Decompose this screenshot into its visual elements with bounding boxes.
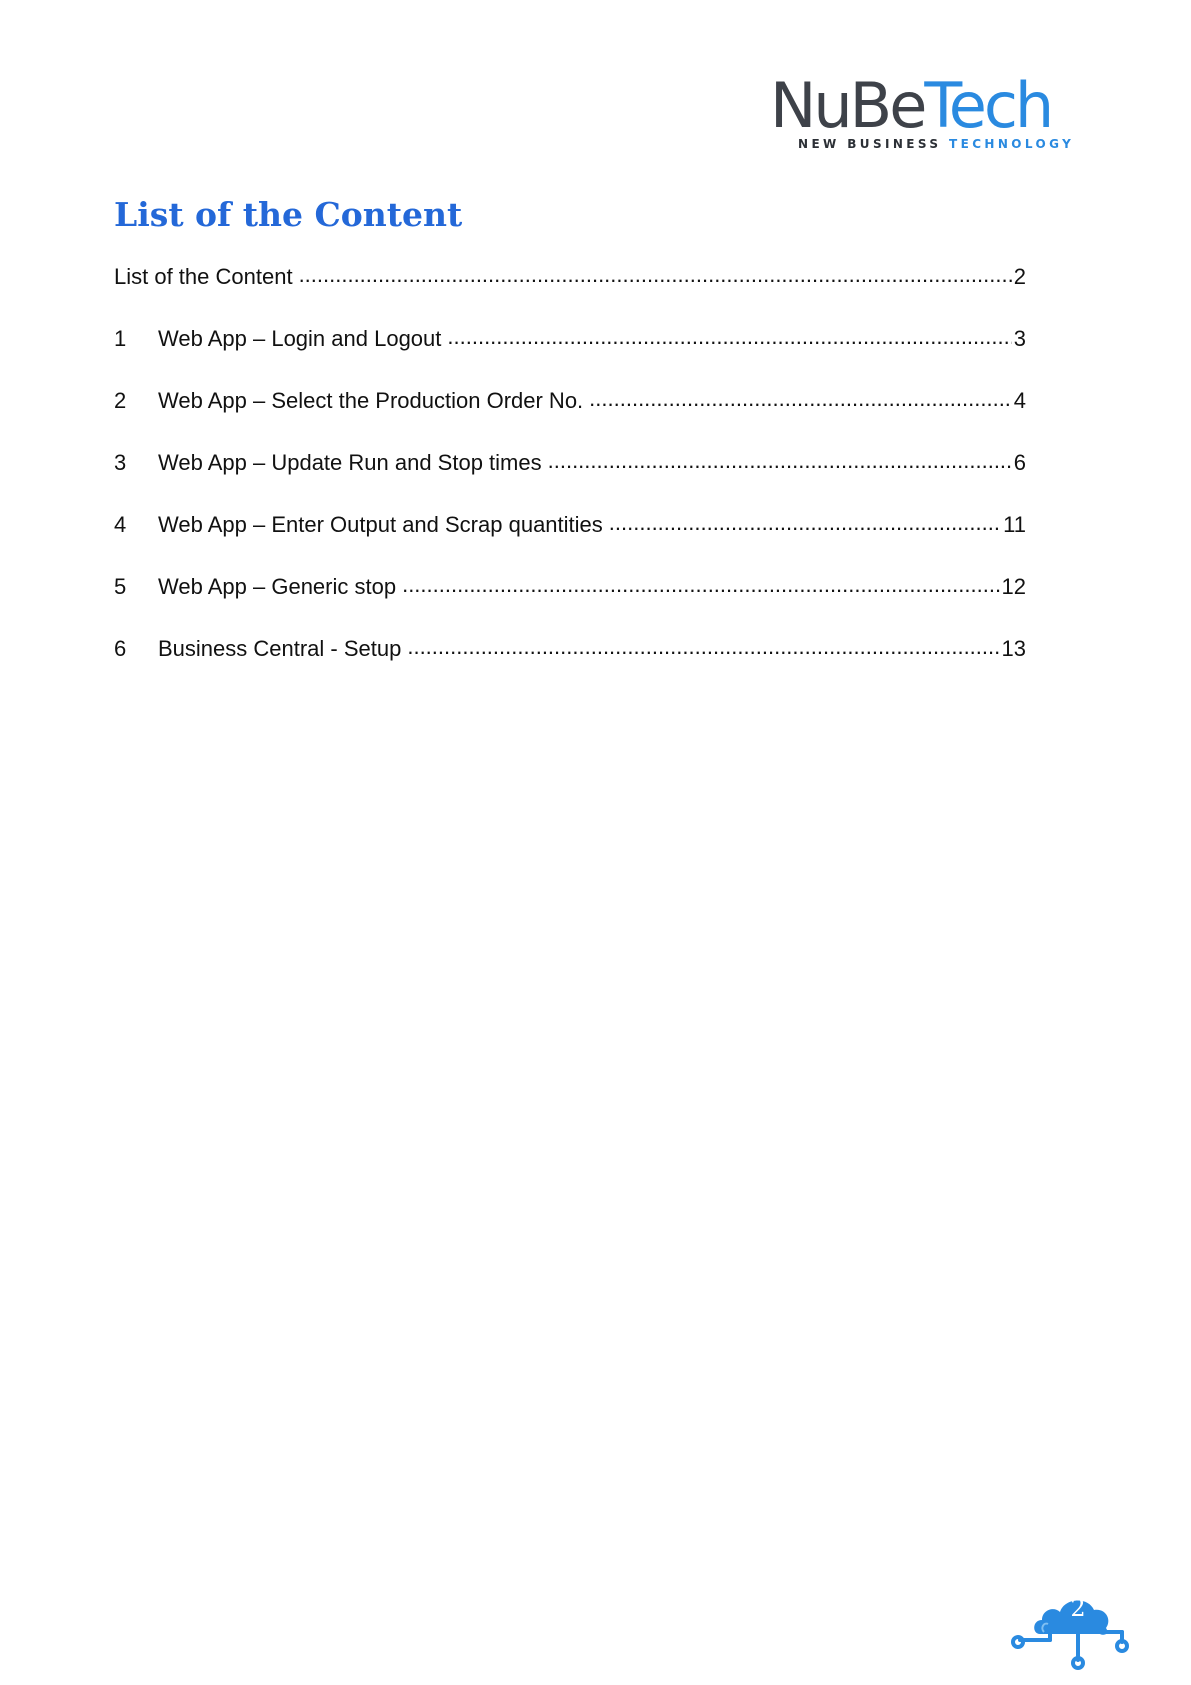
toc-entry-number: 3 [114,450,127,475]
toc-dot-leader [589,386,1012,408]
toc-entry-1[interactable] [114,324,1026,354]
footer-page-number: 2 [1070,1594,1086,1622]
toc-entry-text: Web App – Login and Logout [158,326,442,351]
footer-page-badge [1010,1590,1135,1670]
toc-dot-leader [299,262,1012,284]
toc-dot-leader [407,634,999,656]
toc-dot-leader [609,510,1001,532]
toc-entry-text: Web App – Update Run and Stop times [158,450,542,475]
toc-entry-page: 4 [1013,388,1026,413]
logo-tagline-part2: TECHNOLOGY [949,137,1075,151]
toc-entry-6[interactable] [114,634,1026,664]
toc-entry-number: 1 [114,326,127,351]
toc-entry-page: 12 [1001,574,1026,599]
toc-entry-text: Web App – Generic stop [158,574,397,599]
toc-entry-text: List of the Content [114,264,293,289]
logo-tagline-part1: NEW BUSINESS [798,137,950,151]
toc-entry-page: 3 [1013,326,1026,351]
toc-entry-page: 2 [1013,264,1026,289]
toc-entry-text: Web App – Enter Output and Scrap quantities [158,512,603,537]
toc-entry-page: 13 [1001,636,1026,661]
page-title: List of the Content [114,195,463,234]
logo-tagline [798,137,1074,151]
logo-wordmark-part2: Tech [924,69,1052,142]
nubetech-logo [770,69,1080,155]
toc-entry-number: 6 [114,636,127,661]
logo-wordmark-part1: NuBe [770,69,925,142]
toc-entry-number: 4 [114,512,127,537]
toc-entry-3[interactable] [114,448,1026,478]
toc-entry-4[interactable] [114,510,1026,540]
toc-entry-text: Web App – Select the Production Order No. [158,388,584,413]
toc-entry-5[interactable] [114,572,1026,602]
toc-entry-text: Business Central - Setup [158,636,402,661]
toc-entry-2[interactable] [114,386,1026,416]
toc-dot-leader [548,448,1012,470]
toc-entry-page: 11 [1003,512,1026,537]
toc-entry-number: 2 [114,388,127,413]
toc-entry-page: 6 [1013,450,1026,475]
logo-wordmark [770,69,1052,142]
toc-dot-leader [402,572,999,594]
toc-entry-content[interactable] [114,262,1026,292]
toc-dot-leader [447,324,1011,346]
toc-entry-number: 5 [114,574,127,599]
